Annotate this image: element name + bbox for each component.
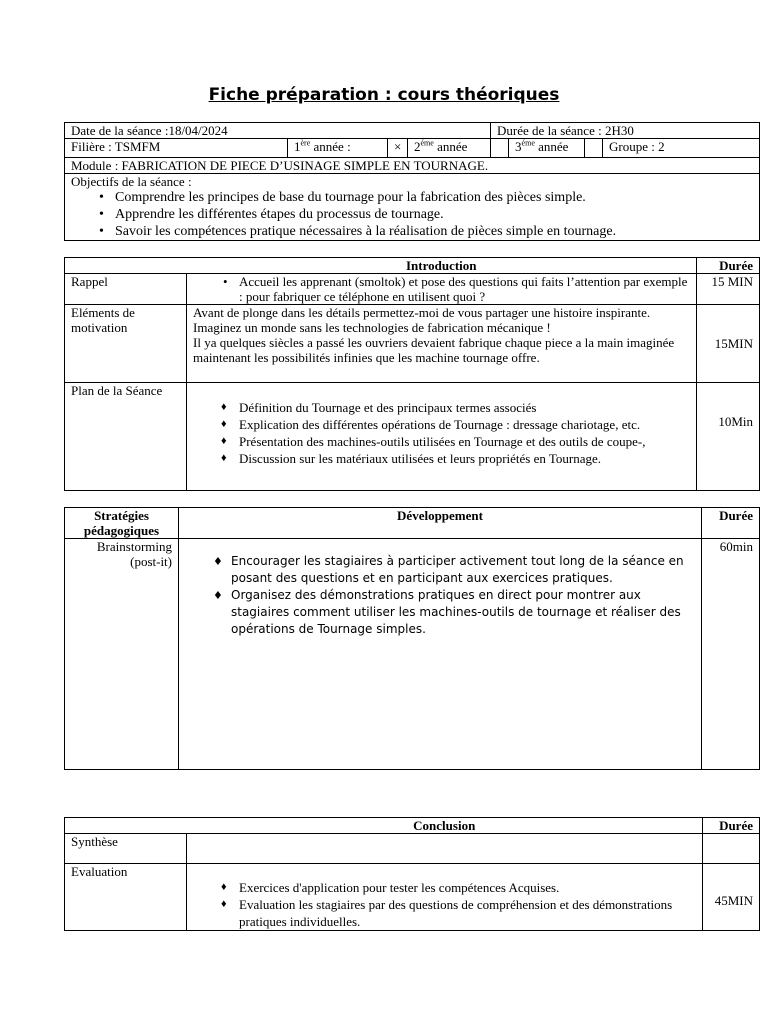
motivation-p3: Il ya quelques siècles a passé les ouvriers devaient fabrique chaque piece a la main imaginée maintenant les possibilités infinies que les machine tournage offre. — [193, 335, 675, 365]
dev-item: ♦ Organisez des démonstrations pratiques en direct pour montrer aux stagiaires comment utiliser les machines-outils de tournage et réaliser des opérations de Tournage simples. — [209, 587, 695, 638]
rappel-cell — [187, 274, 697, 305]
page-title: Fiche préparation : cours théoriques — [208, 85, 560, 105]
strategy-text: Brainstorming (post-it) — [65, 539, 179, 770]
annee-1-checkbox: × — [388, 139, 408, 158]
annee-3-checkbox — [585, 139, 603, 158]
developpement-header: Développement — [179, 508, 702, 539]
objectifs-cell — [65, 174, 760, 241]
evaluation-label: Evaluation — [65, 864, 187, 931]
synthese-label: Synthèse — [65, 834, 187, 864]
strategies-header: Stratégies pédagogiques — [65, 508, 179, 539]
rappel-label: Rappel — [65, 274, 187, 305]
plan-item: ♦ Définition du Tournage et des principaux termes associés — [217, 399, 690, 416]
plan-duree: 10Min — [697, 383, 760, 491]
session-duration: Durée de la séance : 2H30 — [491, 123, 760, 139]
groupe: Groupe : 2 — [603, 139, 760, 158]
annee-2: $2^{éme}$ année — [408, 139, 491, 158]
annee-3: $3^{éme}$ année — [509, 139, 585, 158]
plan-cell — [187, 383, 697, 491]
motivation-label: Eléments de motivation — [65, 305, 187, 383]
developpement-cell — [179, 539, 702, 770]
info-table — [64, 122, 760, 241]
rappel-text: • Accueil les apprenant (smoltok) et pose des questions qui faits l’attention par exemple : pour fabriquer ce téléphone en utilisent quoi ? — [217, 274, 690, 304]
introduction-table — [64, 257, 760, 491]
eval-item: ♦ Evaluation les stagiaires par des questions de compréhension et des démonstrations pratiques individuelles. — [217, 896, 696, 930]
conclusion-header: Conclusion — [187, 818, 703, 834]
plan-item: ♦ Explication des différentes opérations de Tournage : dressage chariotage, etc. — [217, 416, 690, 433]
dev-duree-header: Durée — [702, 508, 760, 539]
plan-label: Plan de la Séance — [65, 383, 187, 491]
annee-1: 1ère année : — [288, 139, 388, 158]
objectifs-label: Objectifs de la séance : — [71, 174, 192, 189]
rappel-duree: 15 MIN — [697, 274, 760, 305]
session-date: Date de la séance :18/04/2024 — [65, 123, 491, 139]
motivation-p2: Imaginez un monde sans les technologies de fabrication mécanique ! — [193, 320, 551, 335]
motivation-cell — [187, 305, 697, 383]
plan-item: ♦ Présentation des machines-outils utilisées en Tournage et des outils de coupe-, — [217, 433, 690, 450]
developpement-table — [64, 507, 760, 770]
introduction-header: Introduction — [187, 258, 697, 274]
synthese-cell — [187, 834, 703, 864]
objectifs-list — [93, 189, 753, 240]
module: Module : FABRICATION DE PIECE D’USINAGE SIMPLE EN TOURNAGE. — [65, 158, 760, 174]
motivation-duree: 15MIN — [697, 305, 760, 383]
motivation-p1: Avant de plonge dans les détails permettez-moi de vous partager une histoire inspirante. — [193, 305, 651, 320]
annee-2-checkbox — [491, 139, 509, 158]
conclusion-table — [64, 817, 760, 931]
objectif-item: • Apprendre les différentes étapes du processus de tournage. — [93, 206, 753, 223]
concl-duree-header: Durée — [703, 818, 760, 834]
dev-item: ♦ Encourager les stagiaires à participer activement tout long de la séance en posant des questions et en participant aux exercices pratiques. — [209, 553, 695, 587]
dev-duree: 60min — [702, 539, 760, 770]
evaluation-duree: 45MIN — [703, 864, 760, 931]
filiere: Filière : TSMFM — [65, 139, 288, 158]
synthese-duree — [703, 834, 760, 864]
intro-duree-header: Durée — [697, 258, 760, 274]
eval-item: ♦ Exercices d'application pour tester les compétences Acquises. — [217, 879, 696, 896]
evaluation-cell — [187, 864, 703, 931]
objectif-item: • Comprendre les principes de base du tournage pour la fabrication des pièces simple. — [93, 189, 753, 206]
objectif-item: • Savoir les compétences pratique nécessaires à la réalisation de pièces simple en tournage. — [93, 223, 753, 240]
plan-item: ♦ Discussion sur les matériaux utilisées et leurs propriétés en Tournage. — [217, 450, 690, 467]
